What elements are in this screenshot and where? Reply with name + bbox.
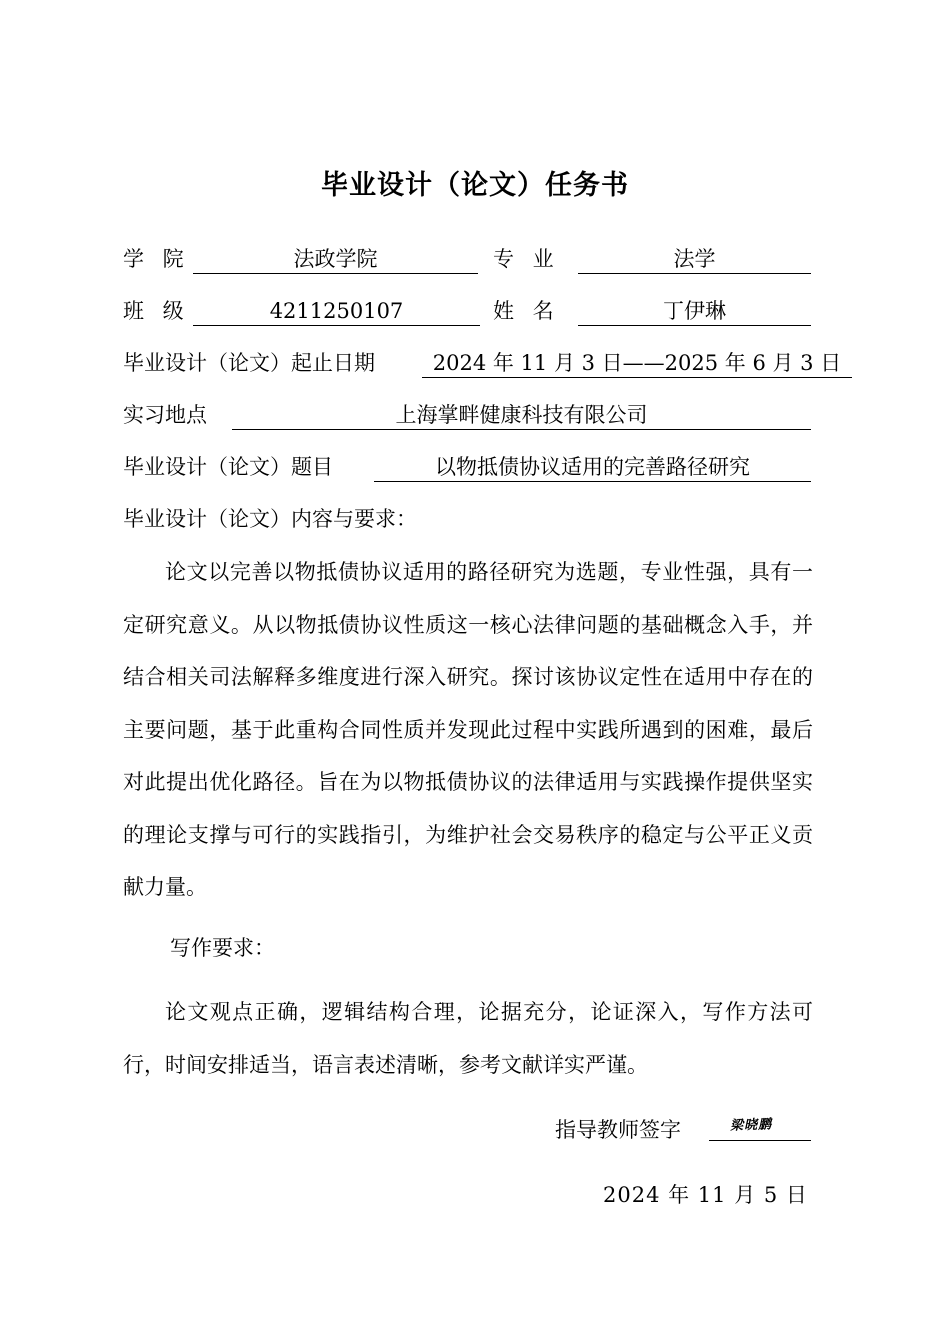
advisor-signature: 梁晓鹏	[729, 1117, 773, 1134]
document-title: 毕业设计（论文）任务书	[321, 170, 629, 201]
class-value: 4211250107	[193, 297, 480, 326]
name-value: 丁伊琳	[578, 297, 811, 326]
content-label: 毕业设计（论文）内容与要求：	[123, 507, 417, 531]
college-label: 学 院	[123, 247, 190, 271]
internship-value: 上海掌畔健康科技有限公司	[232, 401, 811, 430]
content-paragraph	[123, 546, 813, 914]
period-label: 毕业设计（论文）起止日期	[123, 351, 375, 375]
internship-label: 实习地点	[123, 403, 207, 427]
class-label: 班 级	[123, 299, 190, 323]
writing-requirements-text: 论文观点正确，逻辑结构合理，论据充分，论证深入，写作方法可行，时间安排适当，语言表述清晰，参考文献详实严谨。	[123, 1000, 813, 1077]
topic-label: 毕业设计（论文）题目	[123, 455, 333, 479]
topic-value: 以物抵债协议适用的完善路径研究	[374, 453, 811, 482]
signature-date: 2024 年 11 月 5 日	[603, 1183, 808, 1207]
name-label: 姓 名	[493, 299, 560, 323]
content-text: 论文以完善以物抵债协议适用的路径研究为选题，专业性强，具有一定研究意义。从以物抵债协议性质这一核心法律问题的基础概念入手，并结合相关司法解释多维度进行深入研究。探讨该协议定性在适用中存在的主要问题，基于此重构合同性质并发现此过程中实践所遇到的困难，最后对此提出优化路径。旨在为以物抵债协议的法律适用与实践操作提供坚实的理论支撑与可行的实践指引，为维护社会交易秩序的稳定与公平正义贡献力量。	[123, 560, 813, 899]
major-value: 法学	[578, 245, 811, 274]
signature-label: 指导教师签字	[555, 1118, 681, 1142]
major-label: 专 业	[493, 247, 560, 271]
writing-requirements-paragraph	[123, 986, 813, 1091]
writing-requirements-label: 写作要求：	[170, 936, 275, 960]
period-value: 2024 年 11 月 3 日——2025 年 6 月 3 日	[422, 349, 852, 378]
college-value: 法政学院	[193, 245, 478, 274]
